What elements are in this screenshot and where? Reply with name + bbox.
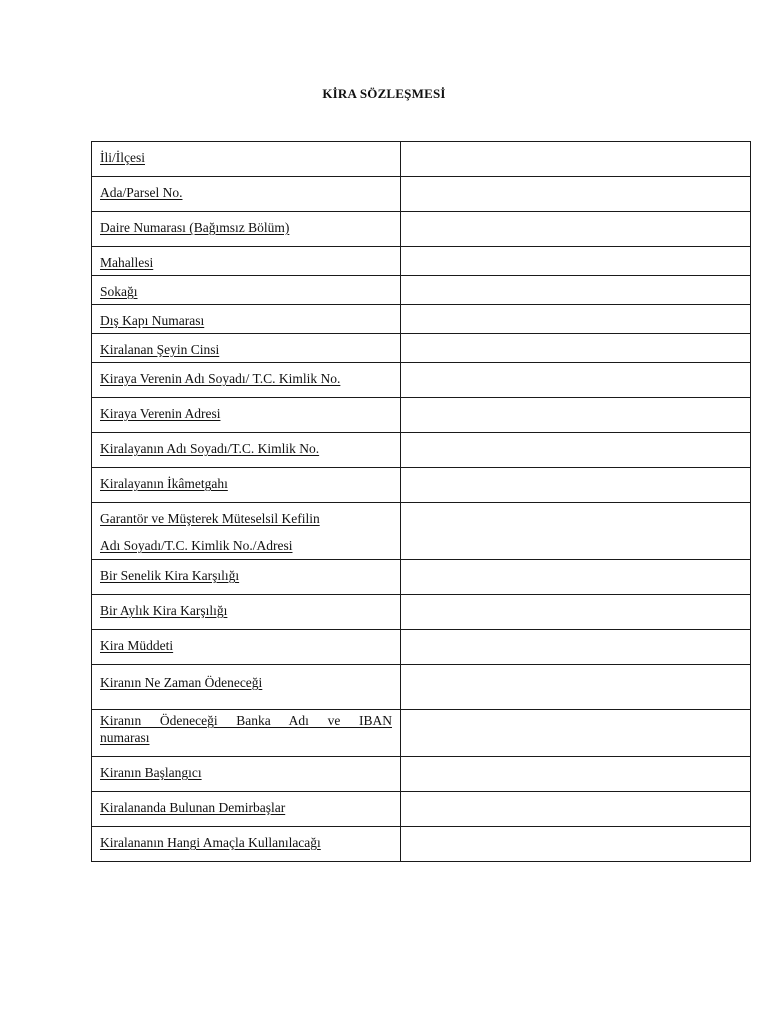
field-label-mahallesi: Mahallesi [100, 255, 154, 270]
field-value-kiranin-ne-zaman-odenecegi[interactable] [401, 665, 751, 710]
document-title: KİRA SÖZLEŞMESİ [322, 86, 446, 101]
field-label-cell [92, 503, 401, 560]
field-label-garantor-line2: Adı Soyadı/T.C. Kimlik No./Adresi [100, 538, 293, 553]
field-label-kiraya-veren-adresi: Kiraya Verenin Adresi [100, 406, 221, 421]
field-label-cell [92, 363, 401, 398]
field-value-kiranin-baslangici[interactable] [401, 757, 751, 792]
table-row [92, 560, 751, 595]
field-label-cell [92, 177, 401, 212]
field-label-kiraya-veren-ad-soyad: Kiraya Verenin Adı Soyadı/ T.C. Kimlik No. [100, 371, 341, 386]
field-value-demirbaslar[interactable] [401, 792, 751, 827]
field-label-cell [92, 247, 401, 276]
field-label-cell [92, 468, 401, 503]
field-label-cell [92, 433, 401, 468]
field-value-kiraya-veren-ad-soyad[interactable] [401, 363, 751, 398]
field-label-bir-aylik-kira: Bir Aylık Kira Karşılığı [100, 603, 228, 618]
field-value-dis-kapi-numarasi[interactable] [401, 305, 751, 334]
table-row [92, 433, 751, 468]
field-label-kiranin-ne-zaman-odenecegi: Kiranın Ne Zaman Ödeneceği [100, 675, 263, 690]
field-label-kullanim-amaci: Kiralananın Hangi Amaçla Kullanılacağı [100, 835, 321, 850]
field-label-cell [92, 595, 401, 630]
field-value-sokagi[interactable] [401, 276, 751, 305]
field-label-cell [92, 710, 401, 757]
field-value-mahallesi[interactable] [401, 247, 751, 276]
field-label-cell [92, 142, 401, 177]
table-row [92, 142, 751, 177]
field-label-demirbaslar: Kiralananda Bulunan Demirbaşlar [100, 800, 286, 815]
field-value-kullanim-amaci[interactable] [401, 827, 751, 862]
field-label-bir-senelik-kira: Bir Senelik Kira Karşılığı [100, 568, 240, 583]
field-label-kiralayan-ikametgahi: Kiralayanın İkâmetgahı [100, 476, 228, 491]
table-row [92, 212, 751, 247]
field-value-kiralanan-seyin-cinsi[interactable] [401, 334, 751, 363]
field-label-kiralanan-seyin-cinsi: Kiralanan Şeyin Cinsi [100, 342, 220, 357]
field-label-cell [92, 630, 401, 665]
field-label-banka-iban-line2: numarası [100, 730, 150, 745]
table-row [92, 595, 751, 630]
table-row [92, 363, 751, 398]
table-row [92, 630, 751, 665]
field-label-cell [92, 757, 401, 792]
table-row [92, 503, 751, 560]
field-label-cell [92, 665, 401, 710]
field-value-bir-aylik-kira[interactable] [401, 595, 751, 630]
table-row [92, 276, 751, 305]
table-row [92, 247, 751, 276]
field-value-daire-numarasi[interactable] [401, 212, 751, 247]
field-label-cell [92, 305, 401, 334]
field-value-kiraya-veren-adresi[interactable] [401, 398, 751, 433]
table-row [92, 792, 751, 827]
lease-form-table [91, 141, 751, 862]
field-label-cell [92, 792, 401, 827]
table-row [92, 665, 751, 710]
field-value-garantor[interactable] [401, 503, 751, 560]
table-row [92, 757, 751, 792]
field-value-il-ilce[interactable] [401, 142, 751, 177]
table-row [92, 305, 751, 334]
field-label-kira-muddeti: Kira Müddeti [100, 638, 174, 653]
table-row [92, 398, 751, 433]
field-value-banka-iban[interactable] [401, 710, 751, 757]
field-value-kira-muddeti[interactable] [401, 630, 751, 665]
field-value-kiralayan-ikametgahi[interactable] [401, 468, 751, 503]
field-label-garantor-line1: Garantör ve Müşterek Müteselsil Kefilin [100, 511, 320, 526]
field-label-cell [92, 827, 401, 862]
table-row [92, 827, 751, 862]
field-label-sokagi: Sokağı [100, 284, 138, 299]
field-label-banka-iban-line1: Kiranın Ödeneceği Banka Adı ve IBAN [100, 713, 392, 728]
field-value-ada-parsel[interactable] [401, 177, 751, 212]
field-label-daire-numarasi: Daire Numarası (Bağımsız Bölüm) [100, 220, 290, 235]
table-row [92, 334, 751, 363]
field-label-kiranin-baslangici: Kiranın Başlangıcı [100, 765, 202, 780]
field-label-cell [92, 276, 401, 305]
table-row [92, 710, 751, 757]
field-label-il-ilce: İli/İlçesi [100, 150, 145, 165]
field-label-ada-parsel: Ada/Parsel No. [100, 185, 183, 200]
field-label-cell [92, 334, 401, 363]
field-label-kiralayan-ad-soyad: Kiralayanın Adı Soyadı/T.C. Kimlik No. [100, 441, 320, 456]
table-row [92, 177, 751, 212]
field-value-kiralayan-ad-soyad[interactable] [401, 433, 751, 468]
field-label-cell [92, 560, 401, 595]
field-value-bir-senelik-kira[interactable] [401, 560, 751, 595]
field-label-cell [92, 212, 401, 247]
field-label-dis-kapi-numarasi: Dış Kapı Numarası [100, 313, 205, 328]
table-row [92, 468, 751, 503]
field-label-cell [92, 398, 401, 433]
